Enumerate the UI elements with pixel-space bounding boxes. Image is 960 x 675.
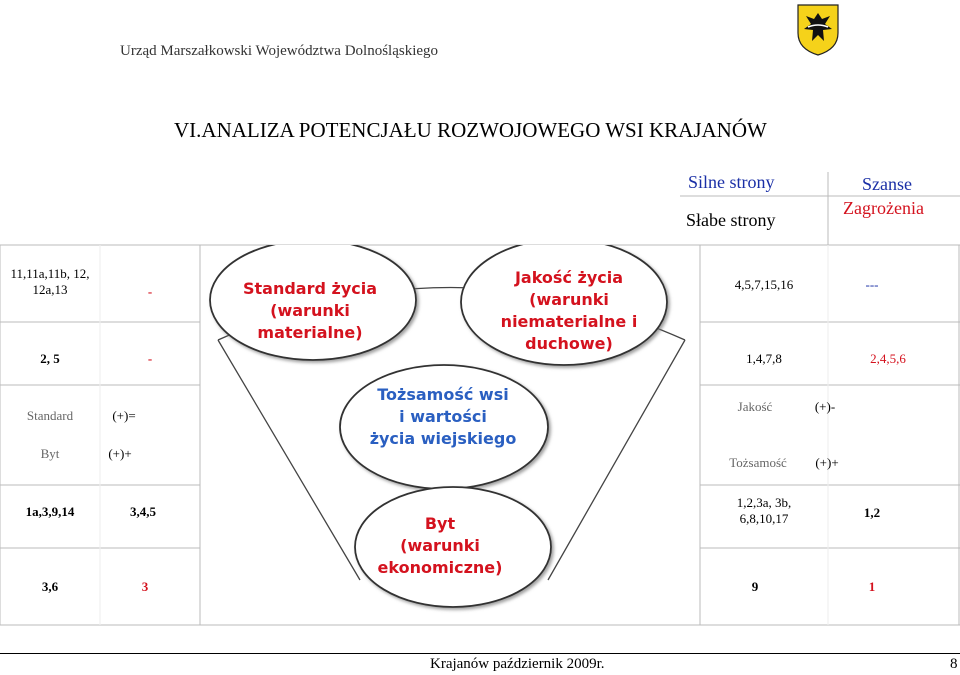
- left-r1-b: -: [147, 284, 153, 299]
- right-r2-b: 2,4,5,6: [870, 351, 906, 366]
- jakosc-line-1: Jakość życia: [514, 268, 624, 287]
- right-r5-b: 1: [868, 579, 876, 594]
- standard-line-3: materialne): [257, 323, 363, 342]
- left-r4-a: 1a,3,9,14: [25, 504, 75, 519]
- byt-line-3: ekonomiczne): [377, 558, 503, 577]
- byt-label: Byt: [40, 446, 60, 461]
- right-r5-a: 9: [751, 579, 759, 594]
- jakosc-line-4: duchowe): [525, 334, 613, 353]
- development-diagram: [200, 245, 700, 625]
- left-r1-a: 11,11a,11b, 12, 12a,13: [10, 266, 90, 297]
- organization-name: Urząd Marszałkowski Województwa Dolnośląskiego: [120, 43, 439, 59]
- page-number: 8: [950, 656, 958, 672]
- jakosc-label: Jakość: [737, 399, 773, 414]
- left-r5-a: 3,6: [41, 579, 59, 594]
- left-r2-a: 2, 5: [40, 351, 60, 366]
- right-r1-b: ---: [865, 277, 879, 292]
- tozsamosc-label: Tożsamość: [729, 455, 787, 470]
- strengths-heading: Silne strony: [688, 172, 775, 192]
- tozsamosc-ellipse: [340, 365, 548, 489]
- byt-value: (+)+: [108, 446, 132, 461]
- weaknesses-heading: Słabe strony: [686, 210, 776, 230]
- standard-label: Standard: [26, 408, 74, 423]
- right-r2-a: 1,4,7,8: [746, 351, 782, 366]
- footer-text: Krajanów październik 2009r.: [430, 656, 605, 672]
- byt-line-2: (warunki: [400, 536, 480, 555]
- tozsamosc-line-2: i wartości: [399, 407, 487, 426]
- byt-line-1: Byt: [424, 514, 456, 533]
- left-r4-b: 3,4,5: [130, 504, 156, 519]
- footer-rule: [0, 653, 960, 654]
- right-r1-a: 4,5,7,15,16: [734, 277, 794, 292]
- opportunities-heading: Szanse: [862, 174, 912, 194]
- standard-line-1: Standard życia: [242, 279, 378, 298]
- jakosc-line-3: niematerialne i: [500, 312, 638, 331]
- standard-line-2: (warunki: [270, 301, 350, 320]
- threats-heading: Zagrożenia: [843, 198, 924, 218]
- tozsamosc-value: (+)+: [815, 455, 839, 470]
- standard-value: (+)=: [112, 408, 136, 423]
- tozsamosc-line-1: Tożsamość wsi: [377, 385, 509, 404]
- right-r4-b: 1,2: [863, 505, 881, 520]
- page-title: VI.ANALIZA POTENCJAŁU ROZWOJOWEGO WSI KRAJANÓW: [174, 118, 767, 142]
- right-r4-a: 1,2,3a, 3b, 6,8,10,17: [736, 495, 792, 526]
- left-r5-b: 3: [141, 579, 149, 594]
- jakosc-line-2: (warunki: [529, 290, 609, 309]
- tozsamosc-line-3: życia wiejskiego: [369, 429, 517, 448]
- jakosc-value: (+)-: [814, 399, 836, 414]
- left-r2-b: -: [147, 351, 153, 366]
